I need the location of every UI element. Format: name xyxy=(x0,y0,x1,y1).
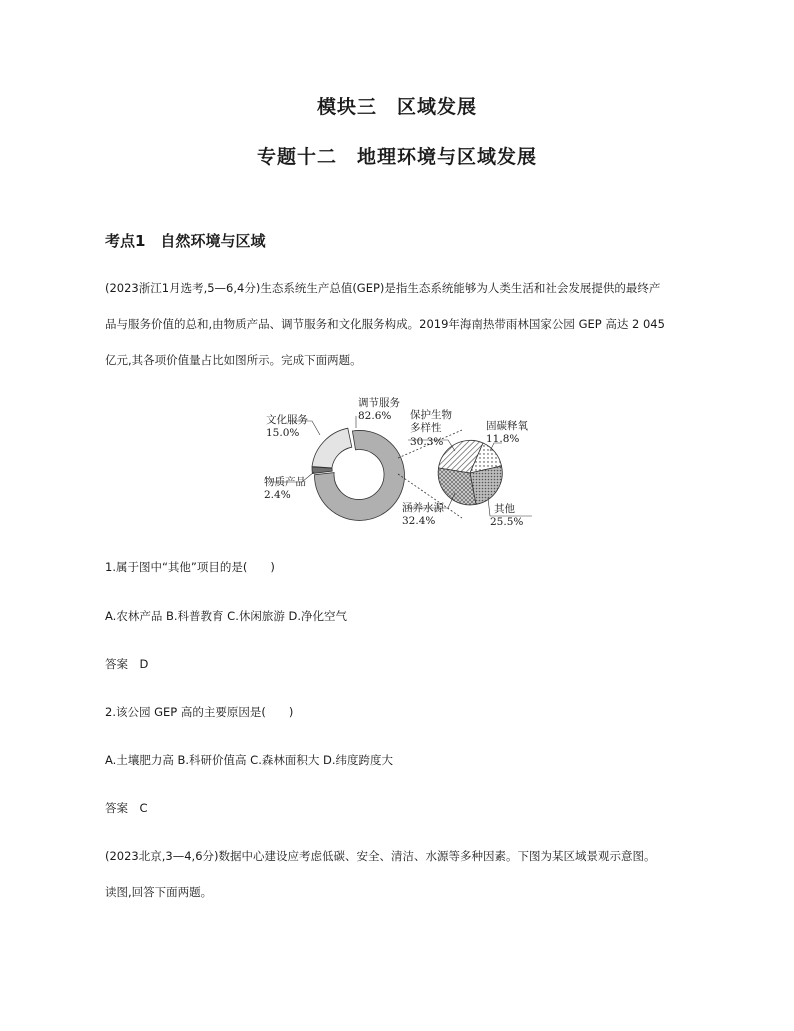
label-regulate-pct: 82.6% xyxy=(358,410,392,422)
intro1-line1: (2023浙江1月选考,5—6,4分)生态系统生产总值(GEP)是指生态系统能够为人类生活和社会发展提供的最终产 xyxy=(105,281,661,295)
q1-options: A.农林产品 B.科普教育 C.休闲旅游 D.净化空气 xyxy=(105,609,348,623)
label-carbon-name: 固碳释氧 xyxy=(486,420,528,432)
label-water-name: 涵养水源 xyxy=(402,502,444,514)
section-title: 考点1 自然环境与区域 xyxy=(105,232,266,250)
q2-answer: 答案 C xyxy=(105,801,148,815)
pie-water-slice xyxy=(438,468,476,505)
label-water-pct: 32.4% xyxy=(402,515,436,527)
intro1-line2: 品与服务价值的总和,由物质产品、调节服务和文化服务构成。2019年海南热带雨林国家公园 GEP 高达 2 045 xyxy=(105,317,665,331)
module-title: 模块三 区域发展 xyxy=(316,96,477,118)
label-bio-name-2: 多样性 xyxy=(410,422,442,434)
gep-figure xyxy=(250,388,550,533)
donut-material-slice xyxy=(312,467,332,474)
q1-stem: 1.属于图中“其他”项目的是( ) xyxy=(105,560,275,574)
label-bio-pct: 30.3% xyxy=(410,436,444,448)
label-regulate-name: 调节服务 xyxy=(358,397,400,409)
label-culture-name: 文化服务 xyxy=(266,414,308,426)
label-carbon-pct: 11.8% xyxy=(486,433,520,445)
label-material-pct: 2.4% xyxy=(264,489,291,501)
topic-title: 专题十二 地理环境与区域发展 xyxy=(256,146,537,168)
q1-answer: 答案 D xyxy=(105,657,149,671)
q2-options: A.土壤肥力高 B.科研价值高 C.森林面积大 D.纬度跨度大 xyxy=(105,753,394,767)
label-material-name: 物质产品 xyxy=(264,476,306,488)
donut-culture-slice xyxy=(312,428,352,468)
label-culture-pct: 15.0% xyxy=(266,427,300,439)
intro2-line1: (2023北京,3—4,6分)数据中心建设应考虑低碳、安全、清洁、水源等多种因素。下图为某区域景观示意图。 xyxy=(105,849,656,863)
label-bio-name-1: 保护生物 xyxy=(410,409,452,421)
q2-stem: 2.该公园 GEP 高的主要原因是( ) xyxy=(105,705,294,719)
label-other-pct: 25.5% xyxy=(490,516,524,528)
label-other-name: 其他 xyxy=(494,503,515,515)
intro2-line2: 读图,回答下面两题。 xyxy=(105,885,213,899)
intro1-line3: 亿元,其各项价值量占比如图所示。完成下面两题。 xyxy=(105,353,362,367)
